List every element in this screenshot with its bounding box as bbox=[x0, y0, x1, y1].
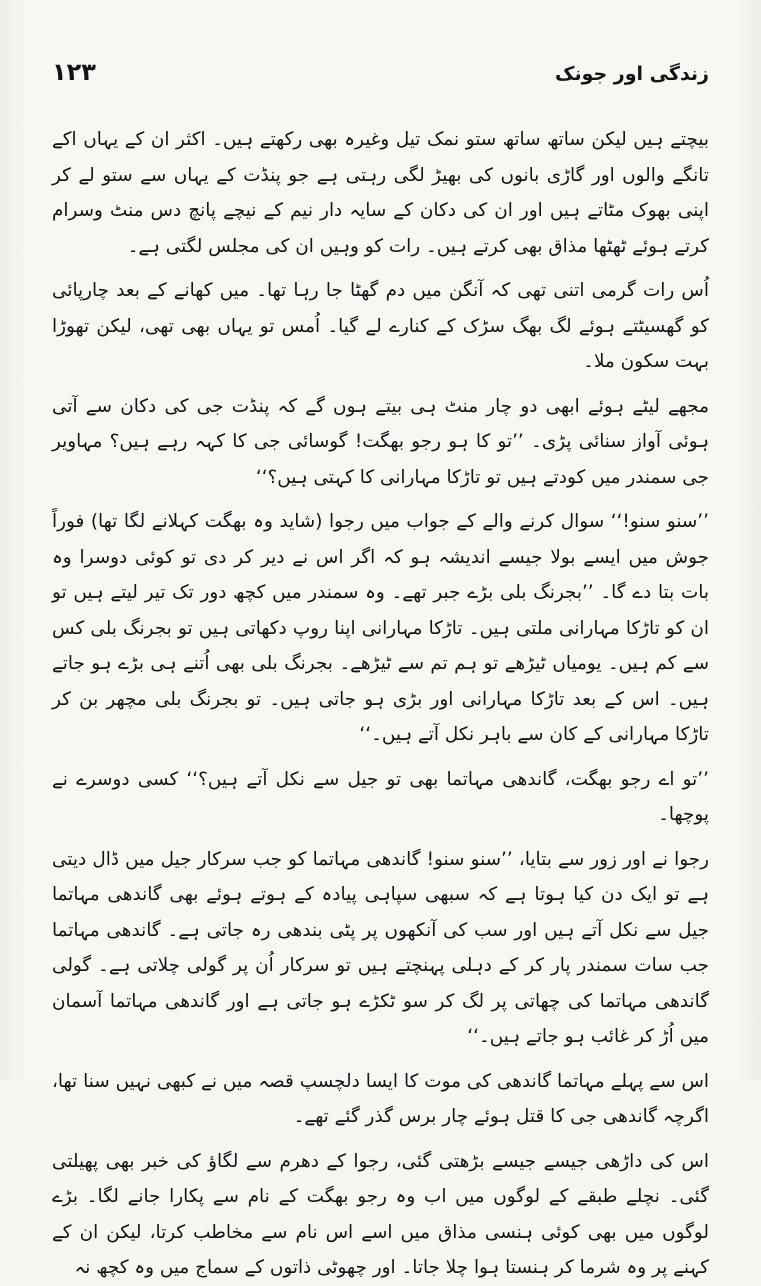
paragraph: مجھے لیٹے ہوئے ابھی دو چار منٹ ہی بیتے ہوں گے کہ پنڈت جی کی دکان سے آتی ہوئی آواز سنائی پڑی۔ ’’تو کا ہو رجو بھگت! گوسائی جی کا کہہ رہے ہیں؟ مہاویر جی سمندر میں کودتے ہیں تو تاڑکا مہارانی کا کہتی ہیں؟‘‘ bbox=[52, 395, 709, 488]
page-number: ١٢٣ bbox=[52, 58, 96, 86]
running-title: زندگی اور جونک bbox=[554, 63, 709, 85]
paragraph: ’’سنو سنو!‘‘ سوال کرنے والے کے جواب میں رجوا (شاید وہ بھگت کہلانے لگا تھا) فوراً جوش میں ایسے بولا جیسے اندیشہ ہو کہ اگر اس نے دیر کر دی تو کوئی دوسرا وہ بات بتا دے گا۔ ’’بجرنگ بلی بڑے جبر تھے۔ وہ سمندر میں کچھ دور تک تیر لیتے ہیں تو ان کو تاڑکا مہارانی ملتی ہیں۔ تاڑکا مہارانی اپنا روپ دکھاتی ہیں تو بجرنگ بلی کس سے کم ہیں۔ یومیاں ٹیڑھے تو ہم تم سے ٹیڑھے۔ بجرنگ بلی بھی اُتنے ہی بڑے ہو جاتے ہیں۔ اس کے بعد تاڑکا مہارانی اور بڑی ہو جاتی ہیں۔ تو بجرنگ بلی مچھر بن کر تاڑکا مہارانی کے کان سے باہر نکل آتے ہیں۔‘‘ bbox=[52, 511, 709, 745]
paragraph: رجوا نے اور زور سے بتایا، ’’سنو سنو! گاندھی مہاتما کو جب سرکار جیل میں ڈال دیتی ہے تو ایک دن کیا ہوتا ہے کہ سبھی سپاہی پیادہ کے ہوتے ہوئے بھی گاندھی مہاتما جیل سے نکل آتے ہیں اور سب کی آنکھوں پر پٹی بندھی رہ جاتی ہے۔ گاندھی مہاتما جب سات سمندر پار کر کے دہلی پہنچتے ہیں تو سرکار اُن پر گولی چلاتی ہے۔ گولی گاندھی مہاتما کی چھاتی پر لگ کر سو ٹکڑے ہو جاتی ہے اور گاندھی مہاتما آسمان میں اُڑ کر غائب ہو جاتے ہیں۔‘‘ bbox=[52, 848, 709, 1047]
page-header bbox=[52, 58, 709, 92]
paragraph: بیچتے ہیں لیکن ساتھ ساتھ ستو نمک تیل وغیرہ بھی رکھتے ہیں۔ اکثر ان کے یہاں اکے تانگے والوں اور گاڑی بانوں کی بھیڑ لگی رہتی ہے جو پنڈت کے یہاں سے ستو لے کر اپنی بھوک مٹاتے ہیں اور ان کی دکان کے سایہ دار نیم کے نیچے پانچ دس منٹ وسرام کرتے ہوئے ٹھٹھا مذاق بھی کرتے ہیں۔ رات کو وہیں ان کی مجلس لگتی ہے۔ bbox=[52, 129, 709, 257]
paragraph: اس سے پہلے مہاتما گاندھی کی موت کا ایسا دلچسپ قصہ میں نے کبھی نہیں سنا تھا، اگرچہ گاندھی جی کا قتل ہوئے چار برس گذر گئے تھے۔ bbox=[52, 1070, 709, 1127]
paragraph: ’’تو اے رجو بھگت، گاندھی مہاتما بھی تو جیل سے نکل آتے ہیں؟‘‘ کسی دوسرے نے پوچھا۔ bbox=[52, 768, 709, 825]
body-text bbox=[52, 122, 709, 1286]
paragraph: اس کی داڑھی جیسے جیسے بڑھتی گئی، رجوا کے دھرم سے لگاؤ کی خبر بھی پھیلتی گئی۔ نچلے طبقے کے لوگوں میں اب وہ رجو بھگت کے نام سے پکارا جانے لگا۔ بڑے لوگوں میں بھی کوئی ہنسی مذاق میں اسے اس نام سے مخاطب کرتا، لیکن ان کے کہنے پر وہ شرما کر ہنستا ہوا چلا جاتا۔ اور چھوٹی ذاتوں کے سماج میں وہ کچھ نہ bbox=[52, 1150, 709, 1278]
paragraph: اُس رات گرمی اتنی تھی کہ آنگن میں دم گھٹا جا رہا تھا۔ میں کھانے کے بعد چارپائی کو گھسیٹتے ہوئے لگ بھگ سڑک کے کنارے لے گیا۔ اُمس تو یہاں بھی تھی، لیکن تھوڑا بہت سکون ملا۔ bbox=[52, 280, 709, 372]
